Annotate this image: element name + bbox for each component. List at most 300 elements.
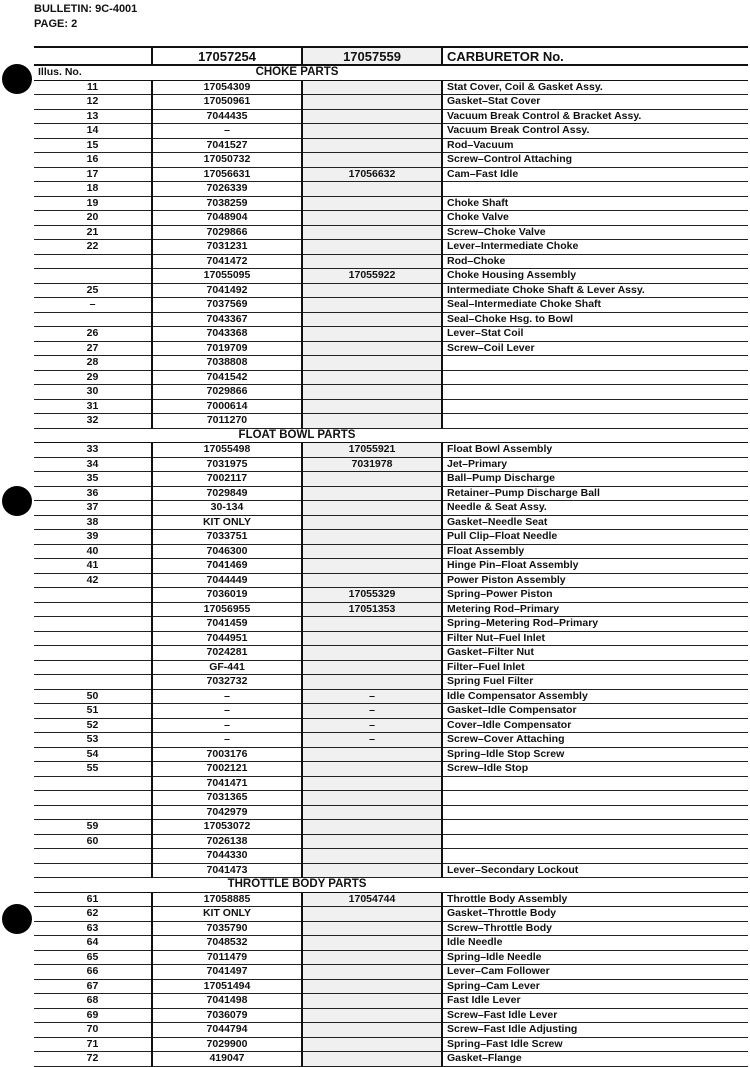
part-description	[442, 791, 748, 806]
part-number-a: 7026339	[152, 182, 302, 197]
table-row	[34, 298, 748, 313]
part-description: Spring–Cam Lever	[442, 979, 748, 994]
table-row	[34, 399, 748, 414]
table-header-row	[34, 47, 748, 65]
part-number-a: 7048532	[152, 936, 302, 951]
table-row	[34, 573, 748, 588]
part-description: Cam–Fast Idle	[442, 167, 748, 182]
part-description: Float Assembly	[442, 544, 748, 559]
part-number-a: 17051494	[152, 979, 302, 994]
illus-number	[34, 646, 152, 661]
table-row	[34, 472, 748, 487]
part-description: Stat Cover, Coil & Gasket Assy.	[442, 80, 748, 95]
illus-number	[34, 588, 152, 603]
part-number-a: 17056631	[152, 167, 302, 182]
table-row	[34, 849, 748, 864]
part-number-a: 7044794	[152, 1023, 302, 1038]
illus-number: 67	[34, 979, 152, 994]
part-description: Spring–Fast Idle Screw	[442, 1037, 748, 1052]
part-number-b	[302, 936, 442, 951]
table-row	[34, 225, 748, 240]
part-number-b	[302, 211, 442, 226]
carburetor-number-b: 17057559	[302, 47, 442, 65]
part-number-b	[302, 1023, 442, 1038]
illus-number	[34, 631, 152, 646]
illus-number: 32	[34, 414, 152, 429]
part-number-b: 17056632	[302, 167, 442, 182]
table-row	[34, 327, 748, 342]
table-row	[34, 689, 748, 704]
part-number-b	[302, 573, 442, 588]
part-number-b	[302, 385, 442, 400]
part-number-a: 17050961	[152, 95, 302, 110]
part-number-a: 17058885	[152, 892, 302, 907]
table-row	[34, 515, 748, 530]
part-number-a: 30-134	[152, 501, 302, 516]
table-row	[34, 588, 748, 603]
table-row	[34, 892, 748, 907]
part-number-a: 7041498	[152, 994, 302, 1009]
header-blank	[34, 47, 152, 65]
illus-number: 18	[34, 182, 152, 197]
section-spacer	[442, 65, 748, 80]
table-row	[34, 921, 748, 936]
part-number-b	[302, 747, 442, 762]
part-number-b	[302, 414, 442, 429]
part-number-a: 7038808	[152, 356, 302, 371]
part-number-b	[302, 675, 442, 690]
part-number-a: 7044330	[152, 849, 302, 864]
part-number-a: 7026138	[152, 834, 302, 849]
part-number-b	[302, 921, 442, 936]
illus-number: 63	[34, 921, 152, 936]
illus-number: 52	[34, 718, 152, 733]
part-description: Screw–Fast Idle Adjusting	[442, 1023, 748, 1038]
illus-number: 13	[34, 109, 152, 124]
illus-number: 30	[34, 385, 152, 400]
part-description: Lever–Cam Follower	[442, 965, 748, 980]
part-description: Gasket–Flange	[442, 1052, 748, 1067]
illus-number: 28	[34, 356, 152, 371]
table-row	[34, 660, 748, 675]
part-number-a: GF-441	[152, 660, 302, 675]
illus-number: 71	[34, 1037, 152, 1052]
illus-number: 54	[34, 747, 152, 762]
part-number-b: –	[302, 718, 442, 733]
part-number-b	[302, 965, 442, 980]
illus-number	[34, 602, 152, 617]
illus-number: 31	[34, 399, 152, 414]
part-description: Float Bowl Assembly	[442, 443, 748, 458]
part-number-a: 17053072	[152, 820, 302, 835]
part-number-b: –	[302, 704, 442, 719]
part-number-a: 7031365	[152, 791, 302, 806]
illus-number	[34, 791, 152, 806]
section-header-row	[34, 65, 748, 80]
part-description	[442, 849, 748, 864]
table-row	[34, 950, 748, 965]
table-row	[34, 167, 748, 182]
part-number-b	[302, 950, 442, 965]
part-number-a: 7000614	[152, 399, 302, 414]
illus-number: 70	[34, 1023, 152, 1038]
table-row	[34, 1023, 748, 1038]
table-row	[34, 776, 748, 791]
part-description	[442, 385, 748, 400]
part-number-a: 7044449	[152, 573, 302, 588]
illus-number: 20	[34, 211, 152, 226]
part-number-a: –	[152, 689, 302, 704]
part-number-a: 7041542	[152, 370, 302, 385]
illus-number: 41	[34, 559, 152, 574]
table-row	[34, 124, 748, 139]
part-number-b	[302, 472, 442, 487]
section-title: CHOKE PARTS	[152, 65, 442, 80]
part-description: Seal–Choke Hsg. to Bowl	[442, 312, 748, 327]
table-row	[34, 559, 748, 574]
table-row	[34, 240, 748, 255]
table-row	[34, 501, 748, 516]
illus-number: 29	[34, 370, 152, 385]
part-description	[442, 399, 748, 414]
illus-number: 42	[34, 573, 152, 588]
table-row	[34, 979, 748, 994]
part-number-b	[302, 501, 442, 516]
part-description: Screw–Control Attaching	[442, 153, 748, 168]
part-description: Seal–Intermediate Choke Shaft	[442, 298, 748, 313]
section-header-row	[34, 428, 748, 443]
part-number-a: 17055095	[152, 269, 302, 284]
part-description: Screw–Choke Valve	[442, 225, 748, 240]
table-row	[34, 863, 748, 878]
part-number-a: 7029866	[152, 385, 302, 400]
part-number-b	[302, 820, 442, 835]
illus-number: 37	[34, 501, 152, 516]
part-number-b	[302, 559, 442, 574]
table-row	[34, 936, 748, 951]
part-description: Spring Fuel Filter	[442, 675, 748, 690]
illus-number: 38	[34, 515, 152, 530]
illus-number: 55	[34, 762, 152, 777]
part-description: Rod–Choke	[442, 254, 748, 269]
part-number-b	[302, 863, 442, 878]
table-row	[34, 718, 748, 733]
page-number: PAGE: 2	[34, 18, 78, 30]
part-number-a: 7029849	[152, 486, 302, 501]
part-number-a: 7037569	[152, 298, 302, 313]
illus-number	[34, 269, 152, 284]
part-number-b	[302, 124, 442, 139]
part-number-a: 419047	[152, 1052, 302, 1067]
part-description: Lever–Intermediate Choke	[442, 240, 748, 255]
section-spacer	[442, 878, 748, 893]
part-description: Choke Shaft	[442, 196, 748, 211]
section-title: THROTTLE BODY PARTS	[152, 878, 442, 893]
illus-number: 68	[34, 994, 152, 1009]
part-description	[442, 370, 748, 385]
part-number-b	[302, 240, 442, 255]
illus-number: 25	[34, 283, 152, 298]
part-number-a: 7041527	[152, 138, 302, 153]
illus-number: 27	[34, 341, 152, 356]
illus-no-header: Illus. No.	[34, 65, 152, 80]
carburetor-number-a: 17057254	[152, 47, 302, 65]
table-row	[34, 457, 748, 472]
table-row	[34, 211, 748, 226]
binder-hole-icon	[2, 64, 32, 94]
part-description	[442, 776, 748, 791]
table-row	[34, 530, 748, 545]
table-row	[34, 414, 748, 429]
part-description: Gasket–Throttle Body	[442, 907, 748, 922]
part-number-a: 17056955	[152, 602, 302, 617]
part-description: Jet–Primary	[442, 457, 748, 472]
part-number-b	[302, 1052, 442, 1067]
part-number-a: 7003176	[152, 747, 302, 762]
part-number-b	[302, 762, 442, 777]
table-row	[34, 196, 748, 211]
part-description: Fast Idle Lever	[442, 994, 748, 1009]
parts-table	[34, 46, 748, 1067]
part-description: Screw–Fast Idle Lever	[442, 1008, 748, 1023]
part-number-b: –	[302, 689, 442, 704]
part-number-b	[302, 515, 442, 530]
part-number-a: 7032732	[152, 675, 302, 690]
illus-number	[34, 617, 152, 632]
part-number-b	[302, 225, 442, 240]
illus-number: 21	[34, 225, 152, 240]
part-number-b: 7031978	[302, 457, 442, 472]
part-number-a: 7044435	[152, 109, 302, 124]
illus-number: 53	[34, 733, 152, 748]
part-number-a: 7002117	[152, 472, 302, 487]
part-number-b: –	[302, 733, 442, 748]
part-number-b	[302, 356, 442, 371]
part-number-b	[302, 138, 442, 153]
part-number-a: 7011270	[152, 414, 302, 429]
illus-number	[34, 863, 152, 878]
section-header-row	[34, 878, 748, 893]
table-row	[34, 385, 748, 400]
part-description: Screw–Coil Lever	[442, 341, 748, 356]
part-description: Vacuum Break Control Assy.	[442, 124, 748, 139]
part-description: Screw–Cover Attaching	[442, 733, 748, 748]
illus-number: 11	[34, 80, 152, 95]
table-row	[34, 138, 748, 153]
part-description: Gasket–Filter Nut	[442, 646, 748, 661]
illus-number	[34, 675, 152, 690]
illus-number: 16	[34, 153, 152, 168]
carburetor-label: CARBURETOR No.	[442, 47, 748, 65]
illus-number: 69	[34, 1008, 152, 1023]
part-number-b: 17055921	[302, 443, 442, 458]
part-description: Lever–Secondary Lockout	[442, 863, 748, 878]
illus-number: 33	[34, 443, 152, 458]
illus-number: 35	[34, 472, 152, 487]
illus-number: 36	[34, 486, 152, 501]
illus-number: 51	[34, 704, 152, 719]
part-number-a: 7029900	[152, 1037, 302, 1052]
table-row	[34, 733, 748, 748]
part-number-b	[302, 182, 442, 197]
part-description: Throttle Body Assembly	[442, 892, 748, 907]
illus-number: 17	[34, 167, 152, 182]
table-row	[34, 1037, 748, 1052]
part-number-a: 7041473	[152, 863, 302, 878]
part-description: Pull Clip–Float Needle	[442, 530, 748, 545]
part-description: Gasket–Needle Seat	[442, 515, 748, 530]
illus-number	[34, 805, 152, 820]
part-description: Spring–Idle Needle	[442, 950, 748, 965]
part-number-a: 7041459	[152, 617, 302, 632]
part-description: Spring–Idle Stop Screw	[442, 747, 748, 762]
illus-number	[34, 660, 152, 675]
part-number-b	[302, 486, 442, 501]
table-row	[34, 834, 748, 849]
part-description: Gasket–Idle Compensator	[442, 704, 748, 719]
part-description	[442, 182, 748, 197]
part-number-a: 7029866	[152, 225, 302, 240]
table-row	[34, 254, 748, 269]
part-description: Vacuum Break Control & Bracket Assy.	[442, 109, 748, 124]
part-description: Rod–Vacuum	[442, 138, 748, 153]
illus-number: 66	[34, 965, 152, 980]
part-number-a: 7041497	[152, 965, 302, 980]
table-row	[34, 370, 748, 385]
table-row	[34, 965, 748, 980]
table-row	[34, 646, 748, 661]
part-number-a: –	[152, 718, 302, 733]
part-number-a: –	[152, 124, 302, 139]
part-number-b	[302, 153, 442, 168]
table-row	[34, 1052, 748, 1067]
part-description: Power Piston Assembly	[442, 573, 748, 588]
table-row	[34, 486, 748, 501]
part-number-b	[302, 196, 442, 211]
part-number-a: 7019709	[152, 341, 302, 356]
part-number-b	[302, 834, 442, 849]
part-number-a: 7043368	[152, 327, 302, 342]
table-row	[34, 762, 748, 777]
table-row	[34, 341, 748, 356]
part-number-a: 7042979	[152, 805, 302, 820]
table-row	[34, 95, 748, 110]
part-number-b	[302, 530, 442, 545]
part-number-b	[302, 283, 442, 298]
part-number-b	[302, 1008, 442, 1023]
part-description: Idle Compensator Assembly	[442, 689, 748, 704]
part-description: Filter–Fuel Inlet	[442, 660, 748, 675]
part-number-a: 7048904	[152, 211, 302, 226]
bulletin-header	[34, 2, 137, 32]
part-number-b: 17055329	[302, 588, 442, 603]
part-number-a: 7031975	[152, 457, 302, 472]
part-description: Screw–Idle Stop	[442, 762, 748, 777]
table-row	[34, 80, 748, 95]
part-number-b: 17051353	[302, 602, 442, 617]
part-description: Filter Nut–Fuel Inlet	[442, 631, 748, 646]
part-description: Hinge Pin–Float Assembly	[442, 559, 748, 574]
table-row	[34, 907, 748, 922]
part-description: Gasket–Stat Cover	[442, 95, 748, 110]
illus-number: 59	[34, 820, 152, 835]
part-number-a: KIT ONLY	[152, 907, 302, 922]
table-row	[34, 704, 748, 719]
part-description: Spring–Metering Rod–Primary	[442, 617, 748, 632]
part-description	[442, 820, 748, 835]
part-description: Screw–Throttle Body	[442, 921, 748, 936]
part-number-b	[302, 254, 442, 269]
part-number-a: 17055498	[152, 443, 302, 458]
part-description	[442, 805, 748, 820]
table-row	[34, 153, 748, 168]
table-row	[34, 617, 748, 632]
table-row	[34, 602, 748, 617]
table-row	[34, 443, 748, 458]
part-number-a: 7024281	[152, 646, 302, 661]
table-row	[34, 283, 748, 298]
part-description: Metering Rod–Primary	[442, 602, 748, 617]
part-number-b: 17055922	[302, 269, 442, 284]
part-number-b	[302, 370, 442, 385]
table-row	[34, 994, 748, 1009]
section-spacer	[442, 428, 748, 443]
part-number-b	[302, 994, 442, 1009]
part-number-b	[302, 341, 442, 356]
part-number-b	[302, 660, 442, 675]
illus-number: 15	[34, 138, 152, 153]
table-row	[34, 631, 748, 646]
table-row	[34, 791, 748, 806]
illus-number: 26	[34, 327, 152, 342]
illus-number: 62	[34, 907, 152, 922]
part-number-a: 7044951	[152, 631, 302, 646]
illus-number: 39	[34, 530, 152, 545]
part-number-a: 7041472	[152, 254, 302, 269]
part-description	[442, 356, 748, 371]
illus-number: 50	[34, 689, 152, 704]
table-row	[34, 544, 748, 559]
part-number-a: 7011479	[152, 950, 302, 965]
part-number-a: 7041469	[152, 559, 302, 574]
part-number-a: 17050732	[152, 153, 302, 168]
part-number-b	[302, 327, 442, 342]
section-spacer	[34, 428, 152, 443]
part-number-b	[302, 979, 442, 994]
part-number-a: 7041492	[152, 283, 302, 298]
part-description: Choke Valve	[442, 211, 748, 226]
illus-number	[34, 312, 152, 327]
part-number-b	[302, 80, 442, 95]
illus-number: 61	[34, 892, 152, 907]
table-row	[34, 1008, 748, 1023]
part-number-b	[302, 631, 442, 646]
part-number-a: 7035790	[152, 921, 302, 936]
part-number-a: 7031231	[152, 240, 302, 255]
illus-number: 40	[34, 544, 152, 559]
part-number-a: 7043367	[152, 312, 302, 327]
part-number-a: –	[152, 733, 302, 748]
part-description: Ball–Pump Discharge	[442, 472, 748, 487]
part-description: Retainer–Pump Discharge Ball	[442, 486, 748, 501]
illus-number: 72	[34, 1052, 152, 1067]
table-row	[34, 182, 748, 197]
part-number-b	[302, 312, 442, 327]
table-row	[34, 312, 748, 327]
table-row	[34, 269, 748, 284]
table-row	[34, 747, 748, 762]
table-row	[34, 109, 748, 124]
